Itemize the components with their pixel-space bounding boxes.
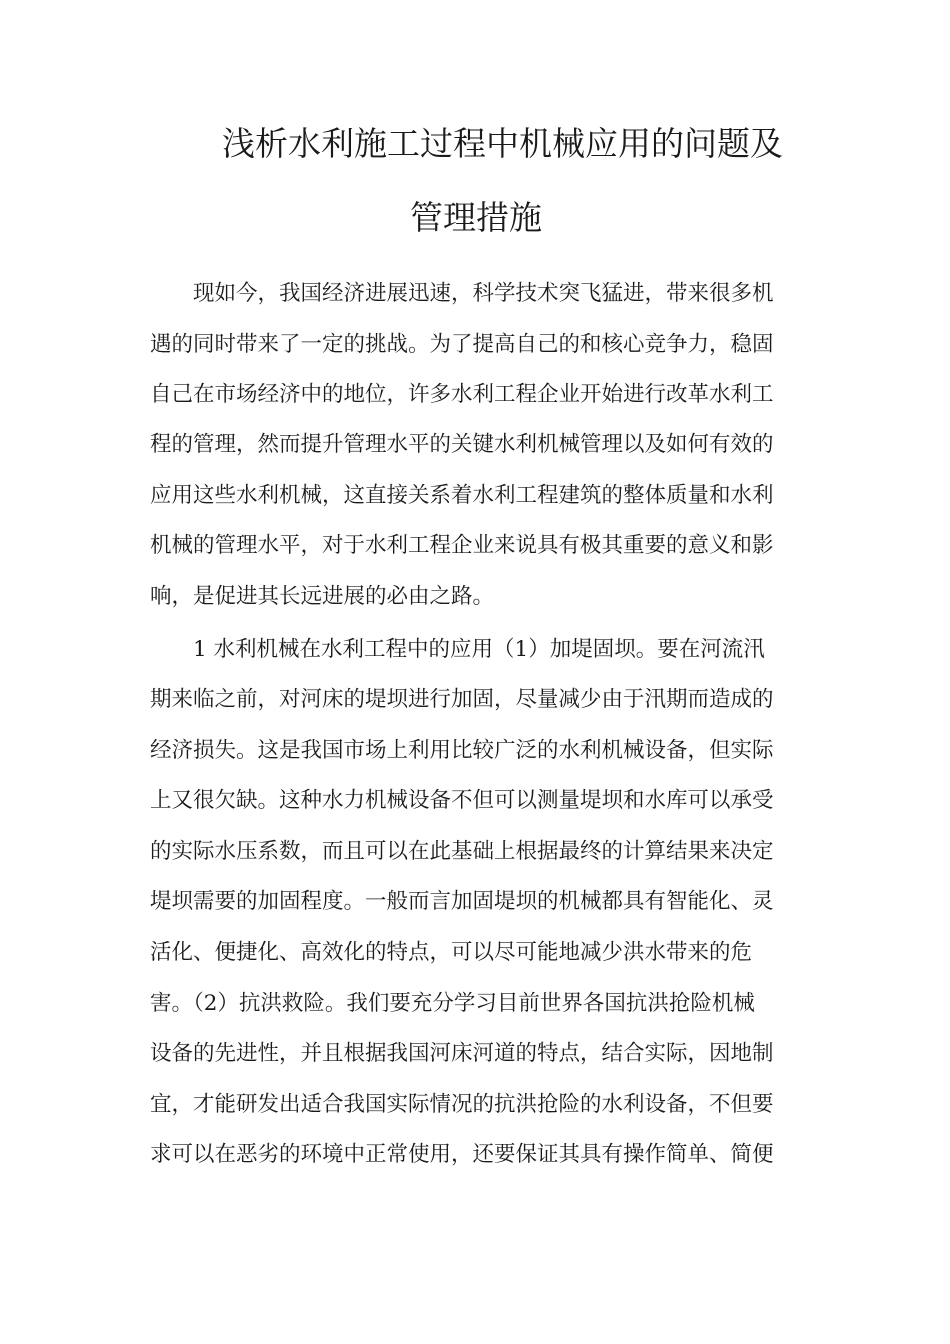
body-text-line: 现如今，我国经济进展迅速，科学技术突飞猛进，带来很多机: [150, 281, 774, 306]
body-text-line: 宜，才能研发出适合我国实际情况的抗洪抢险的水利设备，不但要: [150, 1092, 774, 1117]
document-title-line-1: 浅析水利施工过程中机械应用的问题及: [222, 124, 783, 163]
body-text-line: 害。（2）抗洪救险。我们要充分学习目前世界各国抗洪抢险机械: [150, 991, 755, 1016]
body-text-line: 遇的同时带来了一定的挑战。为了提高自己的和核心竞争力，稳固: [150, 332, 774, 357]
body-text-line: 上又很欠缺。这种水力机械设备不但可以测量堤坝和水库可以承受: [150, 788, 774, 813]
document-title-line-2: 管理措施: [410, 198, 542, 237]
body-text-line: 应用这些水利机械，这直接关系着水利工程建筑的整体质量和水利: [150, 483, 774, 508]
body-text-line: 程的管理，然而提升管理水平的关键水利机械管理以及如何有效的: [150, 432, 774, 457]
body-text-line: 期来临之前，对河床的堤坝进行加固，尽量减少由于汛期而造成的: [150, 687, 774, 712]
body-text-line: 设备的先进性，并且根据我国河床河道的特点，结合实际，因地制: [150, 1041, 774, 1066]
body-text-line: 求可以在恶劣的环境中正常使用，还要保证其具有操作简单、简便: [150, 1142, 774, 1167]
body-text-line: 自己在市场经济中的地位，许多水利工程企业开始进行改革水利工: [150, 382, 774, 407]
body-text-line: 机械的管理水平，对于水利工程企业来说具有极其重要的意义和影: [150, 533, 774, 558]
body-text-line: 响，是促进其长远进展的必由之路。: [150, 584, 495, 609]
body-text-line: 经济损失。这是我国市场上利用比较广泛的水利机械设备，但实际: [150, 738, 774, 763]
body-text-line: 堤坝需要的加固程度。一般而言加固堤坝的机械都具有智能化、灵: [150, 889, 774, 914]
body-text-line: 的实际水压系数，而且可以在此基础上根据最终的计算结果来决定: [150, 839, 774, 864]
body-text-line: 1 水利机械在水利工程中的应用（1）加堤固坝。要在河流汛: [150, 637, 765, 662]
body-text-line: 活化、便捷化、高效化的特点，可以尽可能地减少洪水带来的危: [150, 940, 753, 965]
